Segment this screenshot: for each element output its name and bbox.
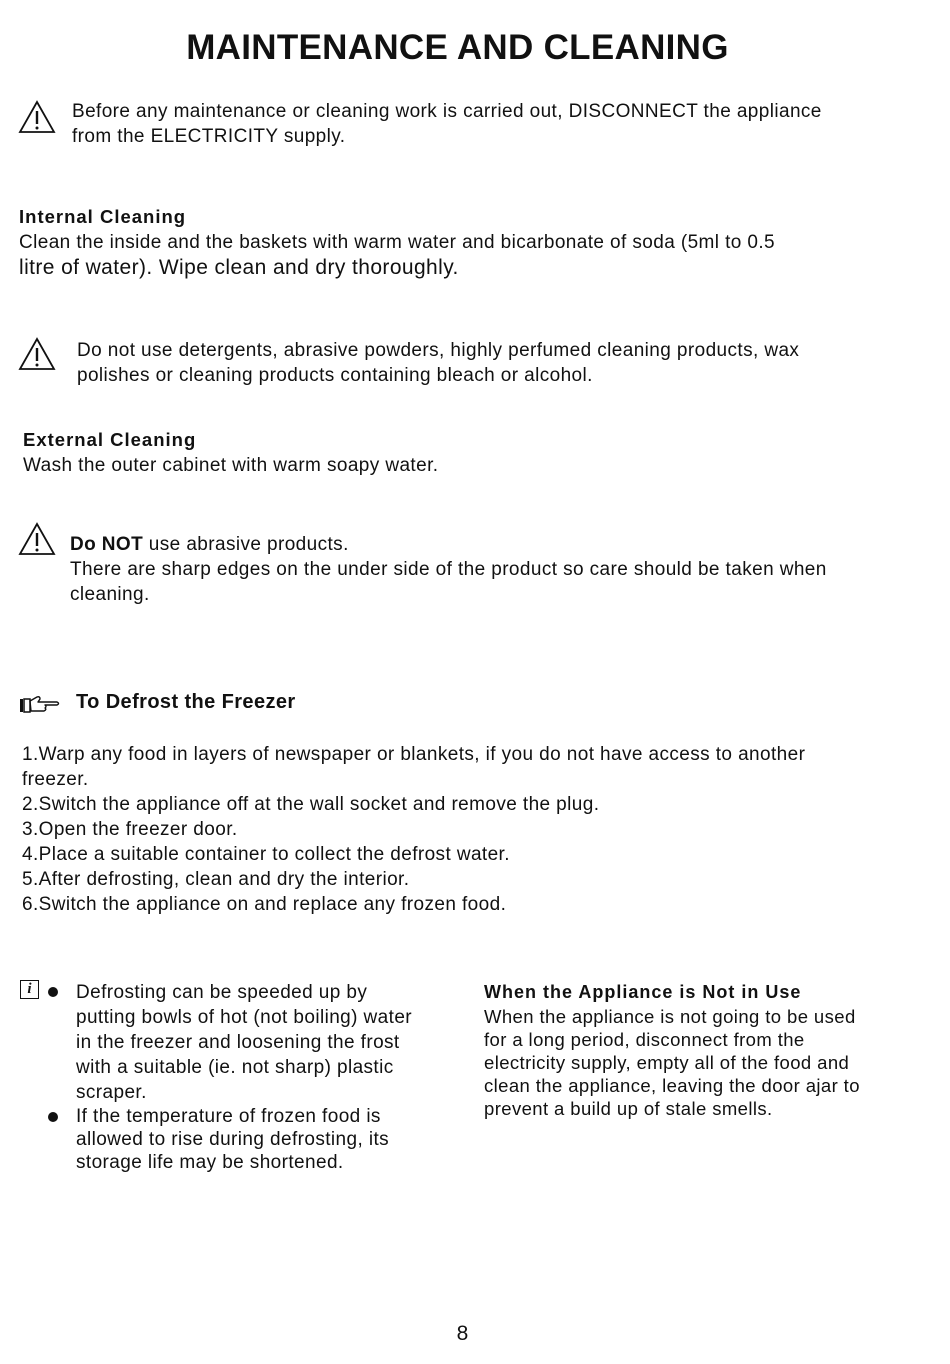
warning-detergents-line2: polishes or cleaning products containing bleach or alcohol. [77,365,593,386]
external-cleaning-line1: Wash the outer cabinet with warm soapy water. [23,455,439,476]
defrost-heading: To Defrost the Freezer [76,691,296,713]
warning-disconnect-line2: from the ELECTRICITY supply. [72,126,346,147]
warning-triangle-icon [18,337,56,371]
warning-disconnect [72,99,822,149]
pointing-hand-icon [19,694,61,714]
defrost-steps [22,742,805,917]
not-in-use-text [484,1005,924,1120]
not-in-use-line: electricity supply, empty all of the food and [484,1052,850,1073]
tip-line: If the temperature of frozen food is [76,1106,381,1127]
tip-item [76,1105,466,1174]
tip-line: scraper. [76,1082,147,1103]
external-cleaning-heading: External Cleaning [23,429,197,450]
defrost-step: 3.Open the freezer door. [22,819,238,840]
tip-item [76,980,466,1105]
tip-line: with a suitable (ie. not sharp) plastic [76,1057,394,1078]
tip-line: allowed to rise during defrosting, its [76,1129,390,1150]
warning-detergents [77,338,799,388]
defrost-tips [76,980,466,1174]
defrost-step: 6.Switch the appliance on and replace any frozen food. [22,894,507,915]
not-in-use-line: When the appliance is not going to be used [484,1006,856,1027]
warning-abrasive-line2: There are sharp edges on the under side of the product so care should be taken when [70,559,827,580]
defrost-step: 1.Warp any food in layers of newspaper or blankets, if you do not have access to another [22,744,806,765]
info-icon: i [20,980,39,999]
page-number: 8 [456,1322,469,1345]
internal-cleaning-heading: Internal Cleaning [19,206,187,227]
not-in-use-line: for a long period, disconnect from the [484,1029,805,1050]
not-in-use-line: clean the appliance, leaving the door ajar to [484,1075,860,1096]
bullet-dot [48,1112,58,1122]
tip-line: storage life may be shortened. [76,1152,344,1173]
tip-line: Defrosting can be speeded up by [76,982,368,1003]
warning-abrasive-line1 [70,532,827,557]
warning-abrasive-rest: use abrasive products. [143,534,349,555]
internal-cleaning-text [19,230,775,280]
defrost-step: 5.After defrosting, clean and dry the interior. [22,869,410,890]
tip-line: in the freezer and loosening the frost [76,1032,400,1053]
internal-cleaning-line1: Clean the inside and the baskets with warm water and bicarbonate of soda (5ml to 0.5 [19,232,776,253]
warning-detergents-line1: Do not use detergents, abrasive powders, highly perfumed cleaning products, wax [77,340,800,361]
warning-abrasive-bold: Do NOT [70,534,144,555]
warning-disconnect-line1: Before any maintenance or cleaning work is carried out, DISCONNECT the appliance [72,101,822,122]
not-in-use-line: prevent a build up of stale smells. [484,1098,773,1119]
tip-line: putting bowls of hot (not boiling) water [76,1007,413,1028]
page-title: MAINTENANCE AND CLEANING [186,28,729,67]
warning-triangle-icon [18,522,56,556]
warning-abrasive [70,532,827,607]
warning-triangle-icon [18,100,56,134]
bullet-dot [48,987,58,997]
defrost-step: 2.Switch the appliance off at the wall socket and remove the plug. [22,794,600,815]
internal-cleaning-line2: litre of water). Wipe clean and dry thoroughly. [19,256,459,279]
not-in-use-heading: When the Appliance is Not in Use [484,982,802,1002]
defrost-step: freezer. [22,769,89,790]
warning-abrasive-line3: cleaning. [70,584,150,605]
defrost-step: 4.Place a suitable container to collect the defrost water. [22,844,510,865]
